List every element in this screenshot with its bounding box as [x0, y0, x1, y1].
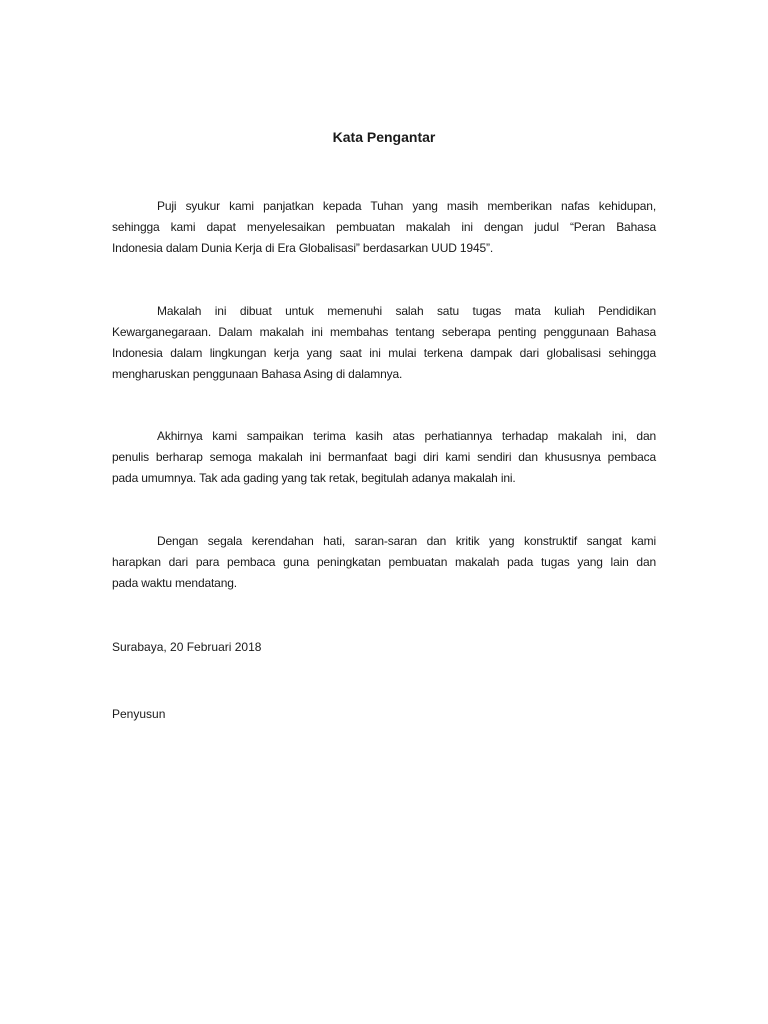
text-line: pada umumnya. Tak ada gading yang tak retak, begitulah adanya makalah ini. — [112, 471, 516, 485]
signature-label: Penyusun — [112, 707, 166, 721]
text-line: Kewarganegaraan. Dalam makalah ini membahas tentang seberapa penting penggunaan Bahasa — [112, 325, 656, 339]
text-line: Puji syukur kami panjatkan kepada Tuhan yang masih memberikan nafas kehidupan, — [157, 199, 656, 213]
text-line: Indonesia dalam lingkungan kerja yang saat ini mulai terkena dampak dari globalisasi sehingga — [112, 346, 656, 360]
text-line: sehingga kami dapat menyelesaikan pembuatan makalah ini dengan judul “Peran Bahasa — [112, 220, 656, 234]
place-date: Surabaya, 20 Februari 2018 — [112, 640, 262, 654]
paragraph-1 — [112, 196, 656, 259]
text-line: pada waktu mendatang. — [112, 576, 237, 590]
text-line: Akhirnya kami sampaikan terima kasih atas perhatiannya terhadap makalah ini, dan — [157, 429, 656, 443]
paragraph-4 — [112, 531, 656, 594]
text-line: Dengan segala kerendahan hati, saran-saran dan kritik yang konstruktif sangat kami — [157, 534, 656, 548]
text-line: harapkan dari para pembaca guna peningkatan pembuatan makalah pada tugas yang lain dan — [112, 555, 656, 569]
text-line: mengharuskan penggunaan Bahasa Asing di dalamnya. — [112, 367, 403, 381]
text-line: Indonesia dalam Dunia Kerja di Era Globalisasi” berdasarkan UUD 1945”. — [112, 241, 494, 255]
text-line: penulis berharap semoga makalah ini bermanfaat bagi diri kami sendiri dan khususnya pembaca — [112, 450, 656, 464]
page-title: Kata Pengantar — [332, 129, 436, 145]
paragraph-2 — [112, 301, 656, 385]
text-line: Makalah ini dibuat untuk memenuhi salah satu tugas mata kuliah Pendidikan — [157, 304, 656, 318]
paragraph-3 — [112, 426, 656, 489]
